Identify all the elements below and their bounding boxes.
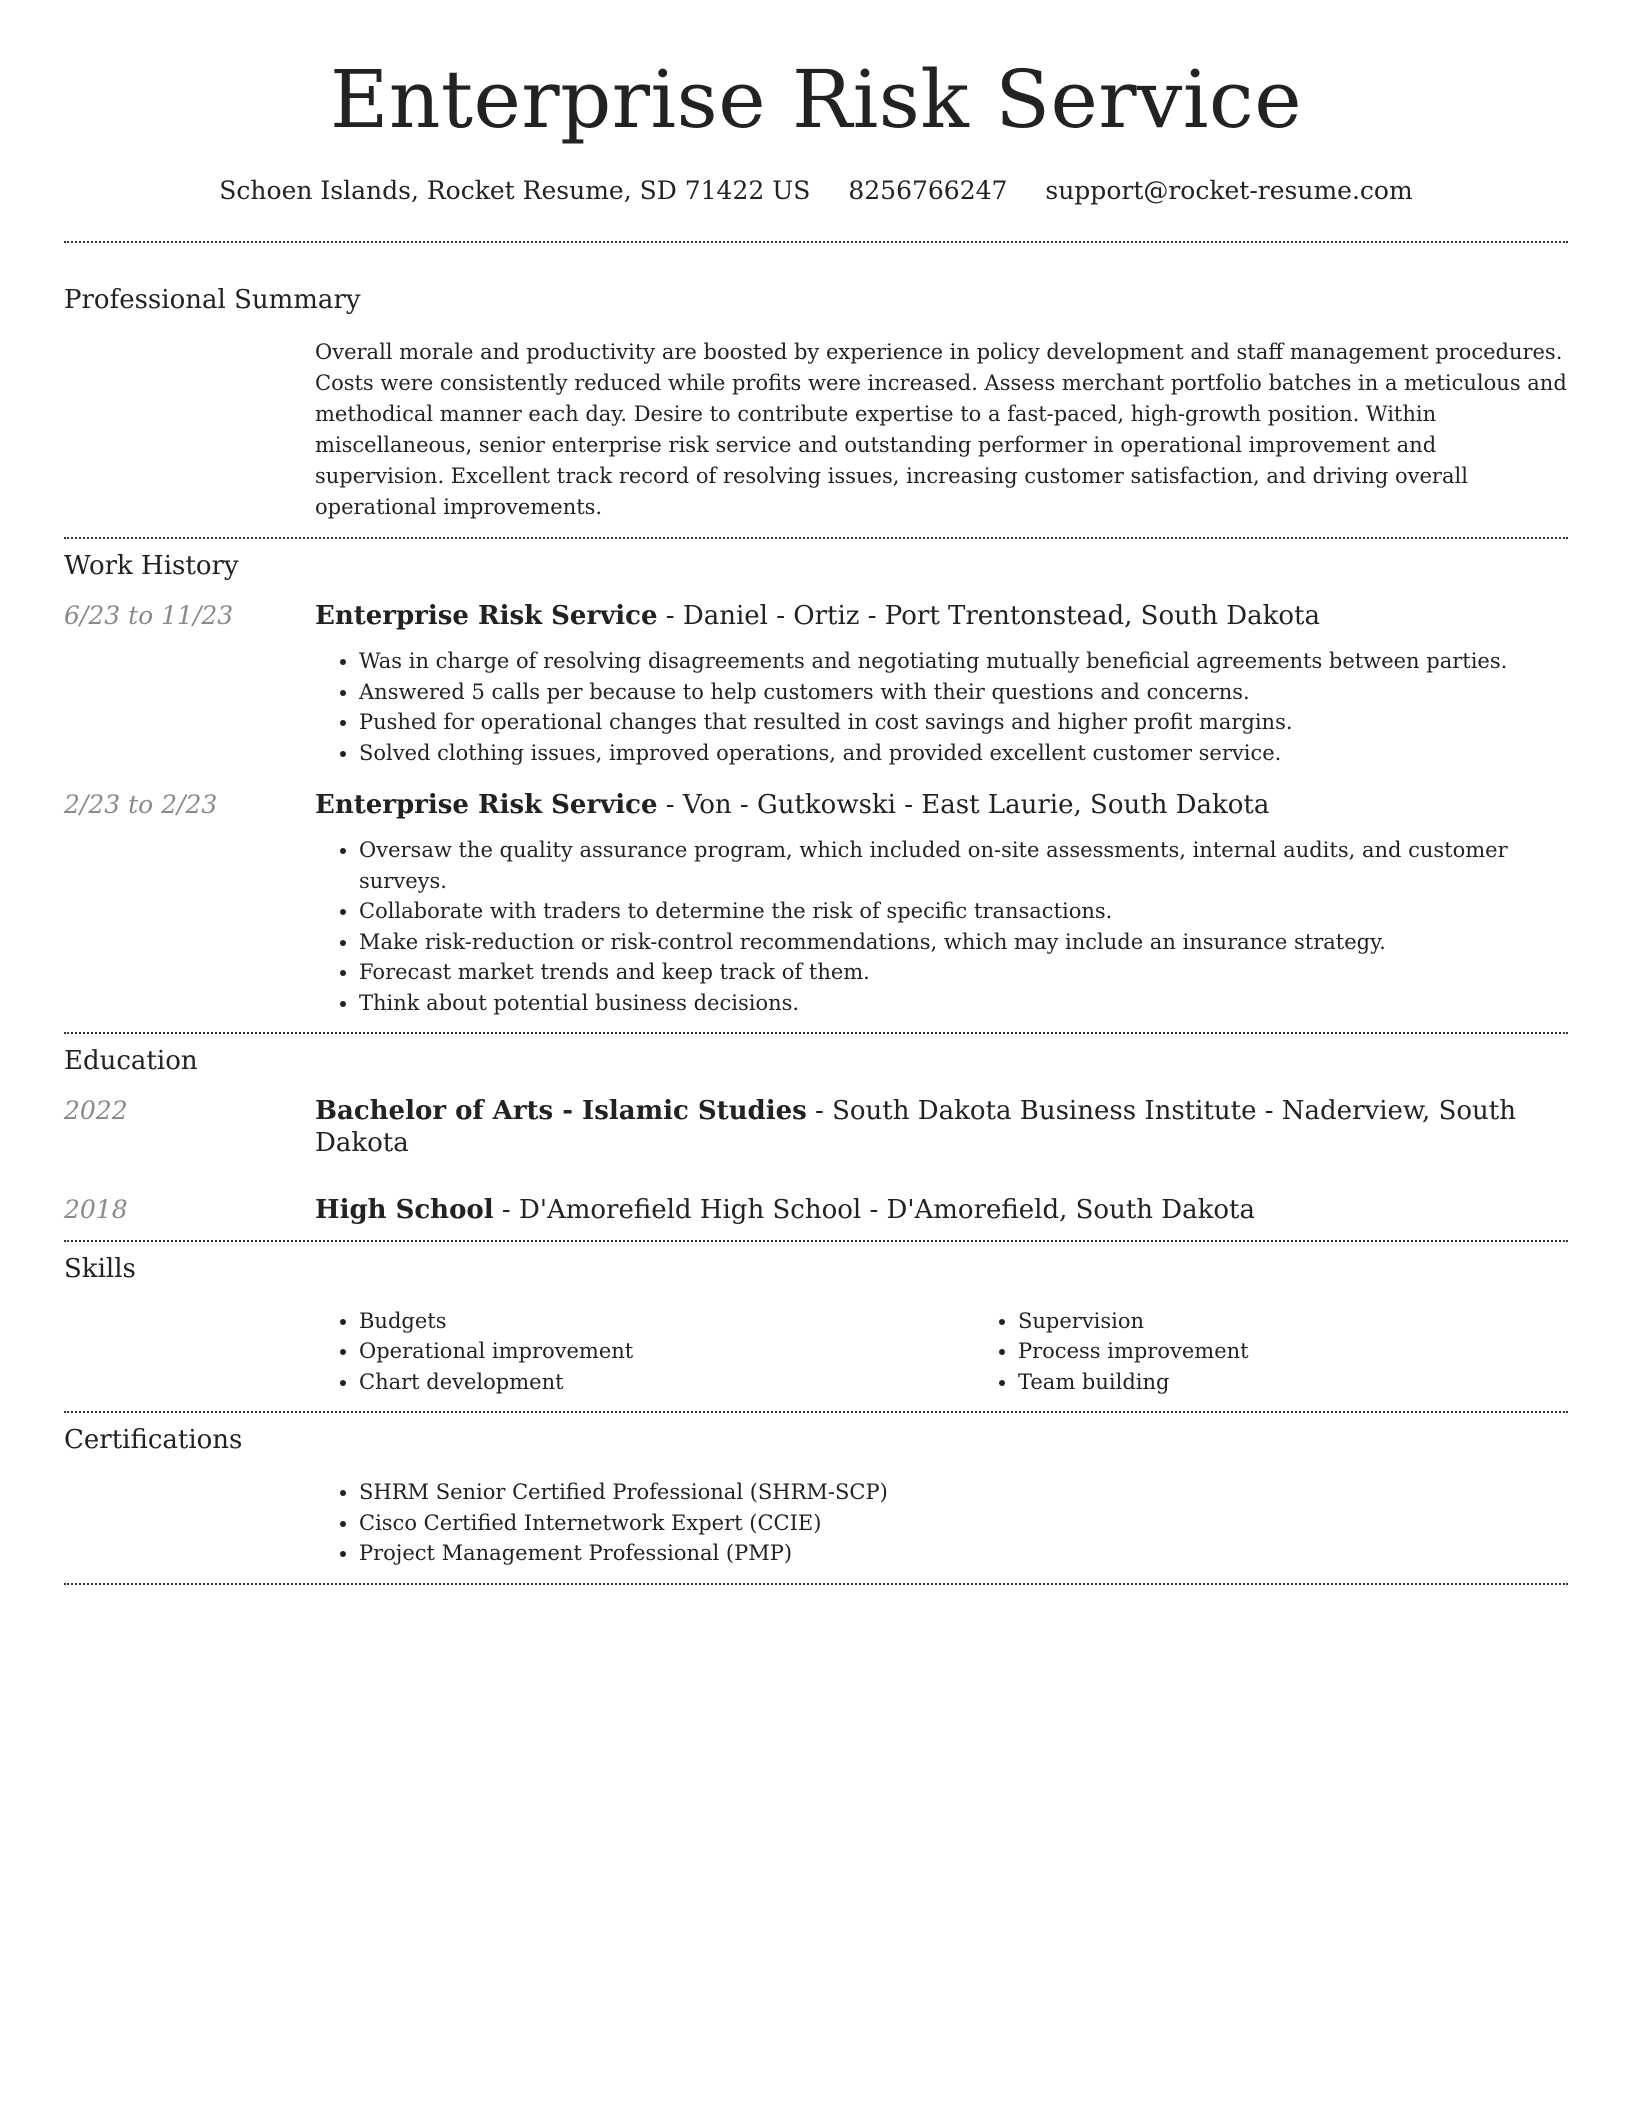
education-degree: Bachelor of Arts - Islamic Studies xyxy=(315,1096,807,1127)
section-title-summary: Professional Summary xyxy=(64,285,361,315)
list-item: • Answered 5 calls per because to help customers with their questions and concerns. xyxy=(359,677,1568,708)
education-title xyxy=(315,1096,1568,1158)
education-year: 2022 xyxy=(64,1096,128,1126)
job-entry xyxy=(64,790,1568,1018)
list-item: • Operational improvement xyxy=(359,1336,974,1367)
section-title-education: Education xyxy=(64,1046,198,1077)
summary-section xyxy=(64,243,1568,537)
certifications-row xyxy=(64,1477,1568,1583)
section-title-skills: Skills xyxy=(64,1253,136,1284)
summary-spacer xyxy=(64,337,315,537)
skills-section xyxy=(64,1242,1568,1412)
divider xyxy=(64,1583,1568,1585)
list-item: • Was in charge of resolving disagreements and negotiating mutually beneficial agreements between parties. xyxy=(359,646,1568,677)
skills-row xyxy=(64,1306,1568,1412)
education-entry xyxy=(64,1195,1568,1226)
list-item: • Collaborate with traders to determine the risk of specific transactions. xyxy=(359,896,1568,927)
skills-columns xyxy=(315,1306,1632,1398)
list-item: • Oversaw the quality assurance program, which included on-site assessments, internal audits, and customer surveys. xyxy=(359,835,1568,896)
education-degree: High School xyxy=(315,1194,494,1225)
list-item: • Chart development xyxy=(359,1367,974,1398)
list-item: • Pushed for operational changes that resulted in cost savings and higher profit margins. xyxy=(359,707,1568,738)
work-section xyxy=(64,539,1568,1018)
certifications-list xyxy=(315,1477,1568,1569)
contact-line xyxy=(64,176,1568,205)
education-section xyxy=(64,1034,1568,1226)
section-title-work: Work History xyxy=(64,551,239,581)
contact-email: support@rocket-resume.com xyxy=(1045,176,1413,205)
list-item: • Cisco Certified Internetwork Expert (CCIE) xyxy=(359,1508,1568,1539)
certifications-spacer xyxy=(64,1477,315,1583)
certifications-section xyxy=(64,1413,1568,1583)
education-entry xyxy=(64,1096,1568,1158)
job-dates: 6/23 to 11/23 xyxy=(64,601,234,630)
list-item: • Project Management Professional (PMP) xyxy=(359,1538,1568,1569)
list-item: • SHRM Senior Certified Professional (SHRM-SCP) xyxy=(359,1477,1568,1508)
contact-address: Schoen Islands, Rocket Resume, SD 71422 US xyxy=(219,176,811,205)
summary-row xyxy=(64,337,1568,537)
job-role: Enterprise Risk Service xyxy=(315,601,658,631)
job-entry xyxy=(64,601,1568,768)
list-item: • Make risk-reduction or risk-control recommendations, which may include an insurance strategy. xyxy=(359,927,1568,958)
section-title-certifications: Certifications xyxy=(64,1425,243,1456)
job-bullets xyxy=(315,646,1568,768)
resume-name: Enterprise Risk Service xyxy=(329,53,1303,146)
list-item: • Forecast market trends and keep track of them. xyxy=(359,957,1568,988)
education-details: - D'Amorefield High School - D'Amorefield, South Dakota xyxy=(493,1194,1255,1225)
job-title xyxy=(315,790,1568,821)
list-item: • Supervision xyxy=(1018,1306,1632,1337)
list-item: • Team building xyxy=(1018,1367,1632,1398)
list-item: • Think about potential business decisions. xyxy=(359,988,1568,1019)
education-details: - South Dakota Business Institute - Naderview, South Dakota xyxy=(315,1096,1516,1158)
education-year: 2018 xyxy=(64,1194,128,1224)
job-dates: 2/23 to 2/23 xyxy=(64,790,218,820)
contact-phone: 8256766247 xyxy=(848,176,1008,205)
skills-column-2 xyxy=(974,1306,1632,1398)
skills-column-1 xyxy=(315,1306,974,1398)
list-item: • Solved clothing issues, improved operations, and provided excellent customer service. xyxy=(359,738,1568,769)
job-title xyxy=(315,601,1568,632)
job-details: - Daniel - Ortiz - Port Trentonstead, South Dakota xyxy=(657,601,1320,631)
list-item: • Budgets xyxy=(359,1306,974,1337)
summary-text: Overall morale and productivity are boosted by experience in policy development and staff management procedures. Costs were consistently reduced while profits were increased. Assess merchant portfolio batches in a meticulous and methodical manner each day. Desire to contribute expertise to a fast-paced, high-growth position. Within miscellaneous, senior enterprise risk service and outstanding performer in operational improvement and supervision. Excellent track record of resolving issues, increasing customer satisfaction, and driving overall operational improvements. xyxy=(315,340,1567,519)
job-role: Enterprise Risk Service xyxy=(315,790,658,821)
list-item: • Process improvement xyxy=(1018,1336,1632,1367)
education-title xyxy=(315,1195,1568,1226)
skills-spacer xyxy=(64,1306,315,1412)
job-details: - Von - Gutkowski - East Laurie, South Dakota xyxy=(657,790,1270,821)
job-bullets xyxy=(315,835,1568,1018)
